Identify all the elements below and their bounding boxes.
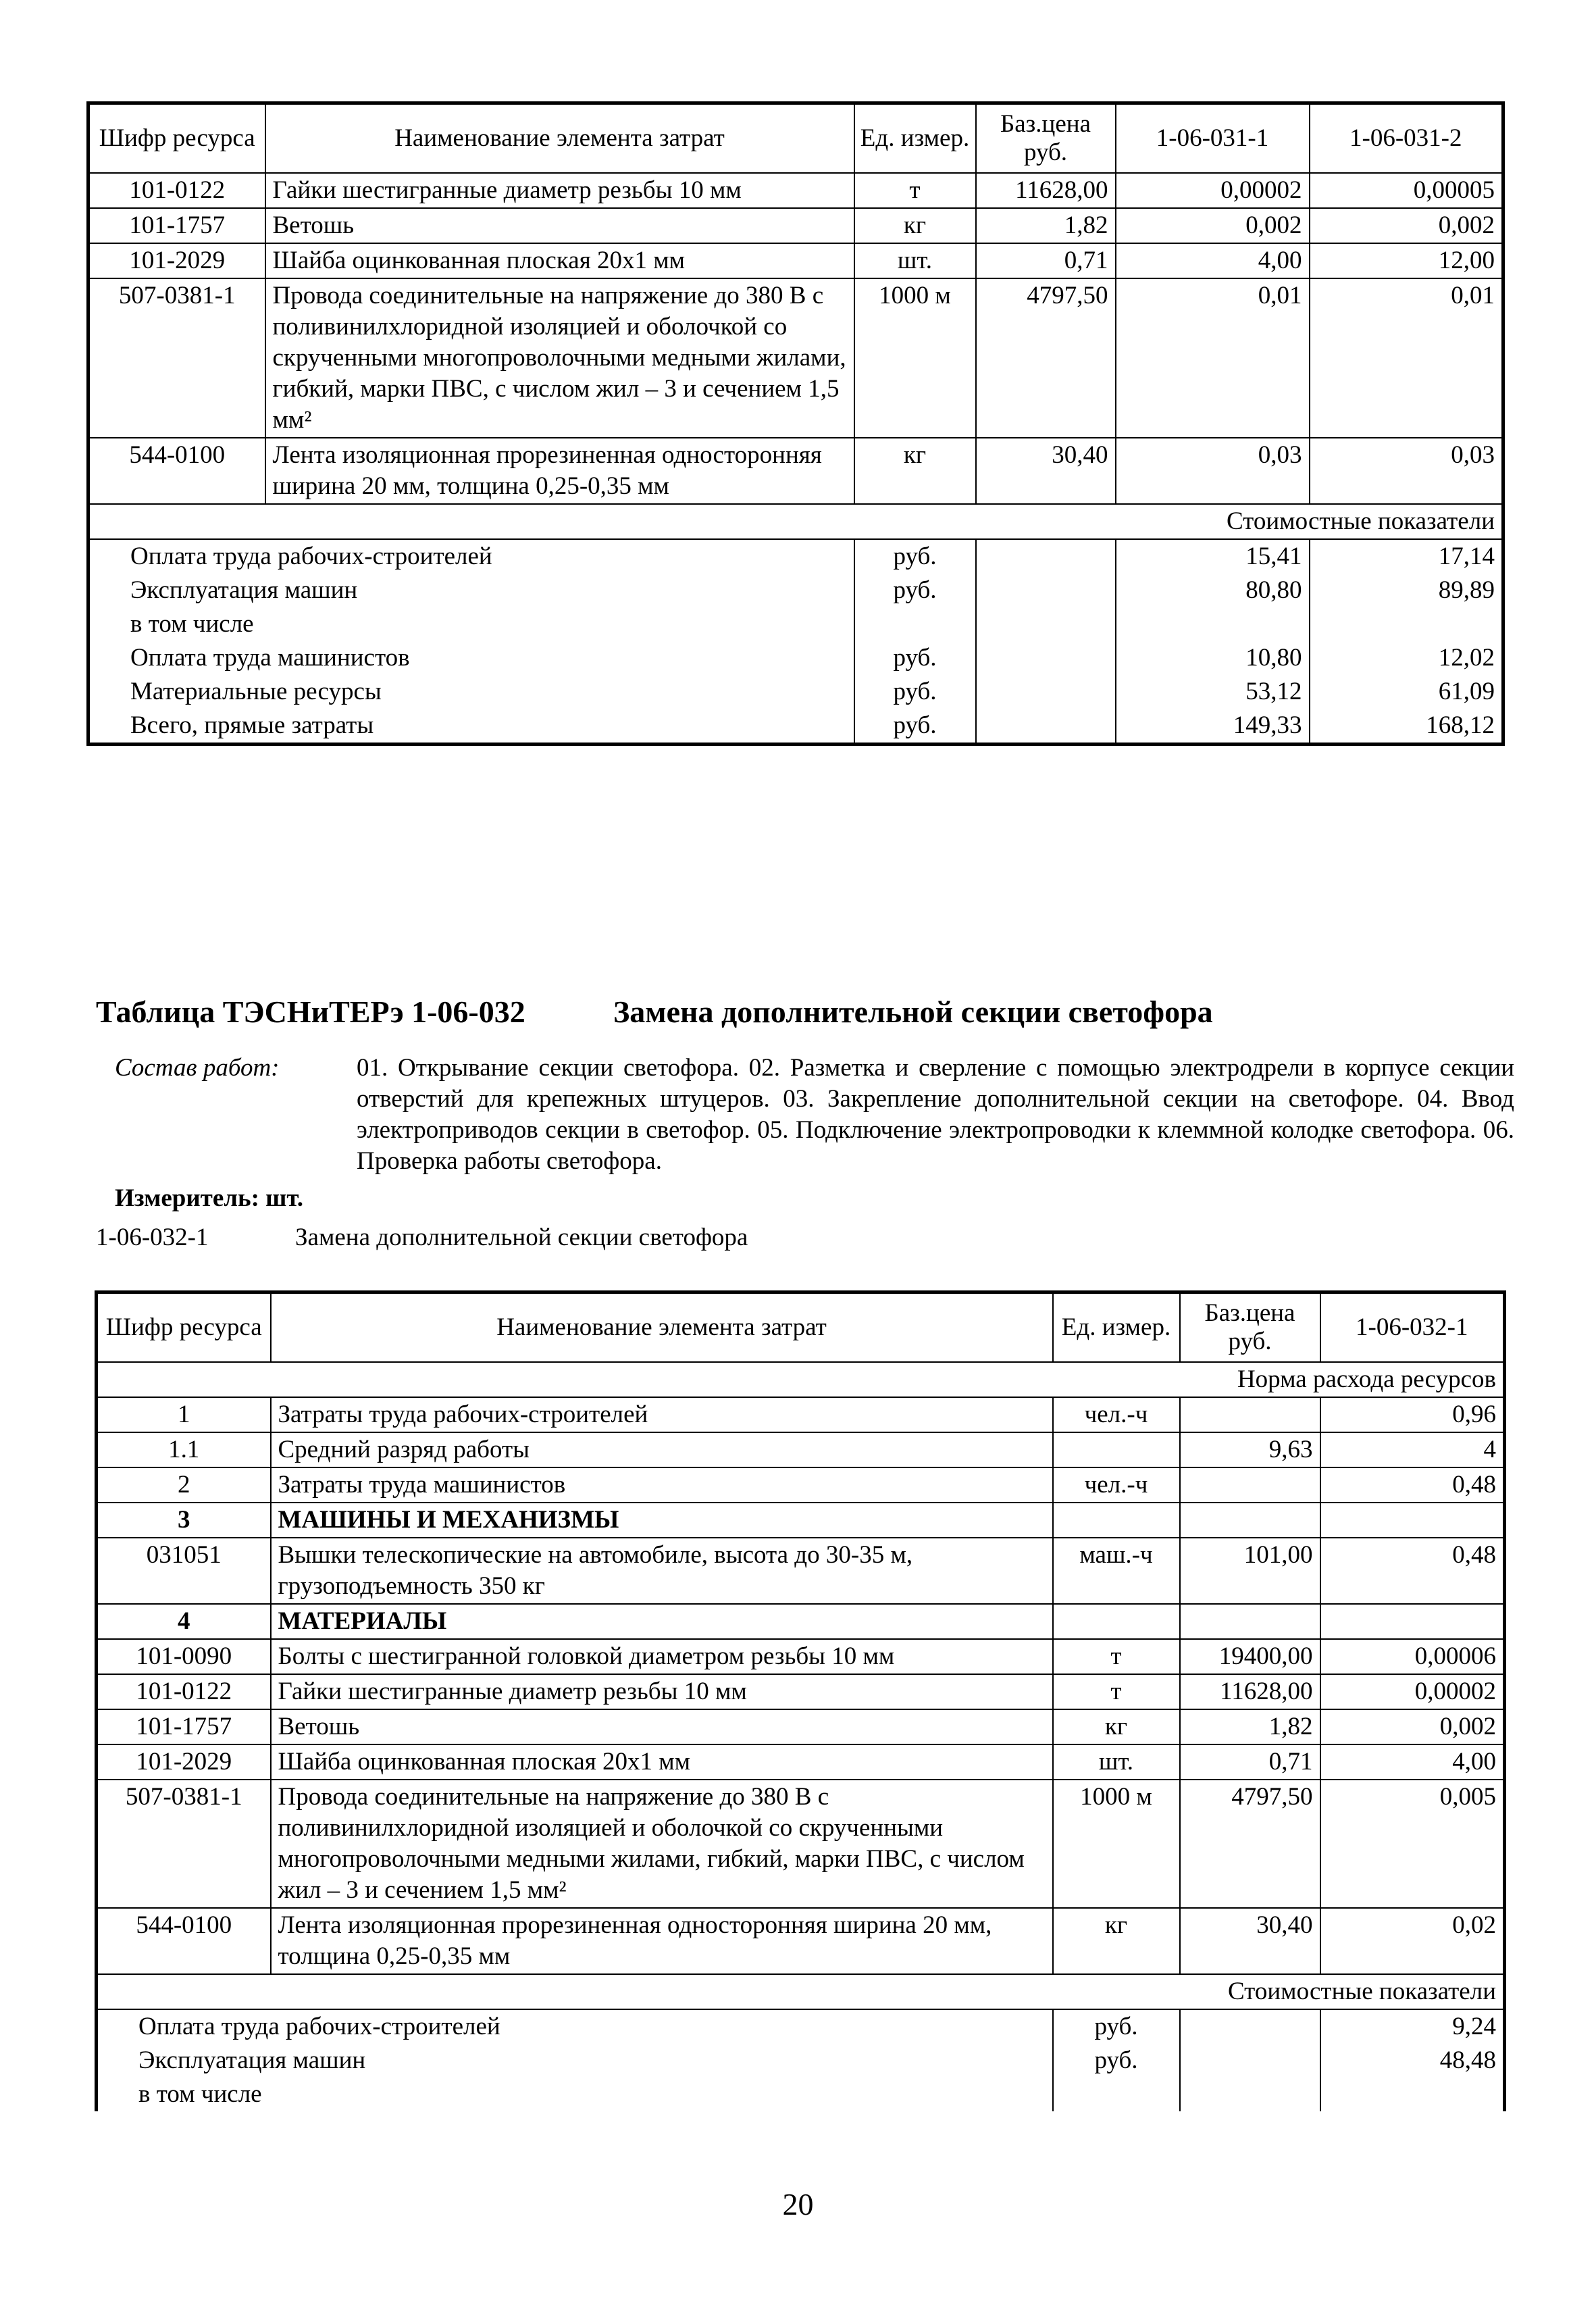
resource-unit: кг xyxy=(1053,1908,1180,1974)
cost-unit: руб. xyxy=(1053,2009,1180,2044)
cost-price-empty xyxy=(976,709,1116,745)
resource-name: Шайба оцинкованная плоская 20х1 мм xyxy=(265,243,854,278)
resource-code: 101-0122 xyxy=(97,1674,271,1709)
value-1-06-032-1: 4,00 xyxy=(1320,1744,1505,1780)
resource-name: Гайки шестигранные диаметр резьбы 10 мм xyxy=(271,1674,1053,1709)
resource-name: Ветошь xyxy=(265,208,854,243)
cost-label: в том числе xyxy=(130,610,254,638)
resource-unit: т xyxy=(854,173,976,208)
cost-price-empty xyxy=(976,574,1116,607)
composition-text: 01. Открывание секции светофора. 02. Разметка и сверление с помощью электродрели в корпусе секции отверстий для крепежных штуцеров. 03. Закрепление дополнительной секции на светофоре. 04. Ввод электроприводов секции в светофор. 05. Подключение электропроводки к клеммной колодке светофора. 06. Проверка работы светофора. xyxy=(357,1054,1514,1175)
value-1-06-032-1: 0,48 xyxy=(1320,1467,1505,1503)
cost-value-1-06-032-1: 9,24 xyxy=(1320,2009,1505,2044)
header-price: Баз.цена руб. xyxy=(976,103,1116,174)
cost-price-empty xyxy=(1180,2044,1320,2078)
resource-price: 4797,50 xyxy=(1180,1780,1320,1908)
header-col-1-06-031-2: 1-06-031-2 xyxy=(1310,103,1503,174)
cost-row xyxy=(97,2078,1505,2111)
resource-name: Лента изоляционная прорезиненная односторонняя ширина 20 мм, толщина 0,25-0,35 мм xyxy=(271,1908,1053,1974)
value-1-06-032-1 xyxy=(1320,1604,1505,1639)
resource-unit: 1000 м xyxy=(854,278,976,438)
value-1-06-031-2: 0,00005 xyxy=(1310,173,1503,208)
resource-price: 19400,00 xyxy=(1180,1639,1320,1674)
value-1-06-032-1: 4 xyxy=(1320,1432,1505,1467)
resource-unit: 1000 м xyxy=(1053,1780,1180,1908)
cost-header: Стоимостные показатели xyxy=(97,1974,1505,2009)
cost-price-empty xyxy=(976,675,1116,709)
cost-label: Материальные ресурсы xyxy=(130,678,382,705)
resource-price: 101,00 xyxy=(1180,1538,1320,1604)
resource-name: МАТЕРИАЛЫ xyxy=(271,1604,1053,1639)
value-1-06-032-1 xyxy=(1320,1503,1505,1538)
resource-name: Гайки шестигранные диаметр резьбы 10 мм xyxy=(265,173,854,208)
cost-unit xyxy=(854,607,976,641)
cost-value-1-06-031-2 xyxy=(1310,607,1503,641)
resource-code: 507-0381-1 xyxy=(88,278,265,438)
cost-row xyxy=(88,675,1503,709)
resource-unit: кг xyxy=(1053,1709,1180,1744)
resource-price xyxy=(1180,1467,1320,1503)
resource-name: Ветошь xyxy=(271,1709,1053,1744)
resource-price: 11628,00 xyxy=(976,173,1116,208)
norm-code: 1-06-032-1 xyxy=(96,1224,209,1251)
header-code: Шифр ресурса xyxy=(105,1313,262,1341)
table-row xyxy=(97,1604,1505,1639)
table-row xyxy=(88,278,1503,438)
cost-row xyxy=(88,641,1503,675)
cost-unit xyxy=(1053,2078,1180,2111)
resource-table-1 xyxy=(86,101,1505,746)
resource-code: 2 xyxy=(97,1467,271,1503)
value-1-06-032-1: 0,96 xyxy=(1320,1397,1505,1432)
value-1-06-032-1: 0,48 xyxy=(1320,1538,1505,1604)
resource-unit: т xyxy=(1053,1639,1180,1674)
resource-unit xyxy=(1053,1432,1180,1467)
cost-value-1-06-031-2: 168,12 xyxy=(1310,709,1503,745)
resource-unit: кг xyxy=(854,438,976,504)
cost-row xyxy=(97,2009,1505,2044)
resource-name: Провода соединительные на напряжение до 380 В с поливинилхлоридной изоляцией и оболочкой со скрученными многопроволочными медными жилами, гибкий, марки ПВС, с числом жил – 3 и сечением 1,5 мм² xyxy=(265,278,854,438)
table-header xyxy=(88,103,1503,174)
value-1-06-031-1: 0,00002 xyxy=(1116,173,1310,208)
cost-value-1-06-031-2: 12,02 xyxy=(1310,641,1503,675)
header-name: Наименование элемента затрат xyxy=(271,1292,1053,1363)
resource-unit xyxy=(1053,1503,1180,1538)
resource-unit: шт. xyxy=(854,243,976,278)
resource-price: 9,63 xyxy=(1180,1432,1320,1467)
resource-code: 1 xyxy=(97,1397,271,1432)
cost-unit: руб. xyxy=(854,539,976,574)
header-price: Баз.цена руб. xyxy=(1180,1292,1320,1363)
table-row xyxy=(88,438,1503,504)
cost-price-empty xyxy=(976,539,1116,574)
cost-label: Эксплуатация машин xyxy=(130,576,358,604)
resource-unit: чел.-ч xyxy=(1053,1397,1180,1432)
table-row xyxy=(97,1639,1505,1674)
cost-value-1-06-031-1: 80,80 xyxy=(1116,574,1310,607)
resource-price: 11628,00 xyxy=(1180,1674,1320,1709)
cost-row xyxy=(88,574,1503,607)
cost-row xyxy=(88,607,1503,641)
header-code: Шифр ресурса xyxy=(99,124,255,152)
resource-code: 3 xyxy=(97,1503,271,1538)
header-unit: Ед. измер. xyxy=(1053,1292,1180,1363)
resource-code: 101-1757 xyxy=(97,1709,271,1744)
resource-code: 101-2029 xyxy=(88,243,265,278)
cost-price-empty xyxy=(1180,2009,1320,2044)
page-number: 20 xyxy=(782,2187,814,2221)
resource-price xyxy=(1180,1397,1320,1432)
table-row xyxy=(97,1709,1505,1744)
resource-name: Болты с шестигранной головкой диаметром резьбы 10 мм xyxy=(271,1639,1053,1674)
value-1-06-031-1: 0,002 xyxy=(1116,208,1310,243)
resource-name: Затраты труда рабочих-строителей xyxy=(271,1397,1053,1432)
resource-unit: кг xyxy=(854,208,976,243)
resource-name: Провода соединительные на напряжение до 380 В с поливинилхлоридной изоляцией и оболочкой со скрученными многопроволочными медными жилами, гибкий, марки ПВС, с числом жил – 3 и сечением 1,5 мм² xyxy=(271,1780,1053,1908)
cost-label: Эксплуатация машин xyxy=(138,2046,366,2074)
table-row xyxy=(97,1780,1505,1908)
resource-code: 101-1757 xyxy=(88,208,265,243)
cost-value-1-06-032-1 xyxy=(1320,2078,1505,2111)
resource-price: 0,71 xyxy=(976,243,1116,278)
resource-price: 30,40 xyxy=(1180,1908,1320,1974)
resource-code: 1.1 xyxy=(97,1432,271,1467)
value-1-06-031-2: 0,03 xyxy=(1310,438,1503,504)
cost-section-header xyxy=(97,1974,1505,2009)
cost-price-empty xyxy=(1180,2078,1320,2111)
resource-name: Средний разряд работы xyxy=(271,1432,1053,1467)
value-1-06-031-1: 0,03 xyxy=(1116,438,1310,504)
cost-unit: руб. xyxy=(854,641,976,675)
resource-code: 101-0090 xyxy=(97,1639,271,1674)
cost-label: Оплата труда машинистов xyxy=(130,644,410,672)
cost-section-header xyxy=(88,504,1503,539)
cost-value-1-06-031-2: 17,14 xyxy=(1310,539,1503,574)
cost-label: Всего, прямые затраты xyxy=(130,711,374,739)
cost-unit: руб. xyxy=(1053,2044,1180,2078)
value-1-06-032-1: 0,00002 xyxy=(1320,1674,1505,1709)
resource-code: 4 xyxy=(97,1604,271,1639)
resource-unit: т xyxy=(1053,1674,1180,1709)
resource-unit: шт. xyxy=(1053,1744,1180,1780)
cost-unit: руб. xyxy=(854,709,976,745)
resource-price: 1,82 xyxy=(1180,1709,1320,1744)
cost-value-1-06-031-1: 10,80 xyxy=(1116,641,1310,675)
table-row xyxy=(97,1397,1505,1432)
table-row xyxy=(97,1538,1505,1604)
resource-code: 507-0381-1 xyxy=(97,1780,271,1908)
cost-value-1-06-031-1: 53,12 xyxy=(1116,675,1310,709)
table-row xyxy=(97,1503,1505,1538)
value-1-06-032-1: 0,005 xyxy=(1320,1780,1505,1908)
resource-name: Вышки телескопические на автомобиле, высота до 30-35 м, грузоподъемность 350 кг xyxy=(271,1538,1053,1604)
resource-name: МАШИНЫ И МЕХАНИЗМЫ xyxy=(271,1503,1053,1538)
cost-value-1-06-031-2: 61,09 xyxy=(1310,675,1503,709)
value-1-06-032-1: 0,00006 xyxy=(1320,1639,1505,1674)
cost-label: Оплата труда рабочих-строителей xyxy=(97,2009,1053,2044)
table-row xyxy=(97,1744,1505,1780)
norm-code-title: Замена дополнительной секции светофора xyxy=(295,1224,748,1251)
cost-row xyxy=(97,2044,1505,2078)
resource-code: 544-0100 xyxy=(97,1908,271,1974)
resource-code: 544-0100 xyxy=(88,438,265,504)
cost-unit: руб. xyxy=(854,675,976,709)
resource-table-2 xyxy=(95,1290,1506,2111)
table-row xyxy=(97,1674,1505,1709)
value-1-06-031-2: 0,01 xyxy=(1310,278,1503,438)
cost-label: Оплата труда рабочих-строителей xyxy=(88,539,854,574)
norm-code-line xyxy=(96,1223,748,1252)
resource-price: 0,71 xyxy=(1180,1744,1320,1780)
resource-price xyxy=(1180,1503,1320,1538)
resource-price: 30,40 xyxy=(976,438,1116,504)
value-1-06-031-1: 4,00 xyxy=(1116,243,1310,278)
value-1-06-031-1: 0,01 xyxy=(1116,278,1310,438)
cost-price-empty xyxy=(976,641,1116,675)
value-1-06-032-1: 0,02 xyxy=(1320,1908,1505,1974)
table-row xyxy=(97,1432,1505,1467)
cost-value-1-06-031-1 xyxy=(1116,607,1310,641)
table-row xyxy=(97,1908,1505,1974)
norm-section-header xyxy=(97,1362,1505,1397)
header-name: Наименование элемента затрат xyxy=(265,103,854,174)
cost-row xyxy=(88,709,1503,745)
resource-price xyxy=(1180,1604,1320,1639)
cost-row xyxy=(88,539,1503,574)
section-heading xyxy=(96,992,1514,1032)
cost-label: в том числе xyxy=(138,2080,262,2108)
resource-price: 4797,50 xyxy=(976,278,1116,438)
cost-value-1-06-032-1: 48,48 xyxy=(1320,2044,1505,2078)
cost-value-1-06-031-2: 89,89 xyxy=(1310,574,1503,607)
cost-value-1-06-031-1: 15,41 xyxy=(1116,539,1310,574)
meter-label: Измеритель: шт. xyxy=(115,1184,304,1212)
composition-label: Состав работ: xyxy=(115,1054,280,1082)
table-number: Таблица ТЭСНиТЕРэ 1-06-032 xyxy=(96,995,525,1029)
table-row xyxy=(88,243,1503,278)
header-col-1-06-031-1: 1-06-031-1 xyxy=(1116,103,1310,174)
value-1-06-031-2: 0,002 xyxy=(1310,208,1503,243)
resource-code: 101-2029 xyxy=(97,1744,271,1780)
resource-name: Затраты труда машинистов xyxy=(271,1467,1053,1503)
resource-code: 101-0122 xyxy=(88,173,265,208)
resource-name: Шайба оцинкованная плоская 20х1 мм xyxy=(271,1744,1053,1780)
section-title: Замена дополнительной секции светофора xyxy=(613,995,1213,1029)
cost-header: Стоимостные показатели xyxy=(88,504,1503,539)
resource-unit xyxy=(1053,1604,1180,1639)
table-row xyxy=(88,208,1503,243)
cost-unit: руб. xyxy=(854,574,976,607)
table-row xyxy=(97,1467,1505,1503)
value-1-06-031-2: 12,00 xyxy=(1310,243,1503,278)
header-col-1-06-032-1: 1-06-032-1 xyxy=(1320,1292,1505,1363)
table-row xyxy=(88,173,1503,208)
resource-code: 031051 xyxy=(97,1538,271,1604)
resource-price: 1,82 xyxy=(976,208,1116,243)
header-unit: Ед. измер. xyxy=(854,103,976,174)
resource-unit: чел.-ч xyxy=(1053,1467,1180,1503)
cost-value-1-06-031-1: 149,33 xyxy=(1116,709,1310,745)
resource-name: Лента изоляционная прорезиненная односторонняя ширина 20 мм, толщина 0,25-0,35 мм xyxy=(265,438,854,504)
table-header xyxy=(97,1292,1505,1363)
resource-unit: маш.-ч xyxy=(1053,1538,1180,1604)
norm-header: Норма расхода ресурсов xyxy=(97,1362,1505,1397)
cost-price-empty xyxy=(976,607,1116,641)
value-1-06-032-1: 0,002 xyxy=(1320,1709,1505,1744)
